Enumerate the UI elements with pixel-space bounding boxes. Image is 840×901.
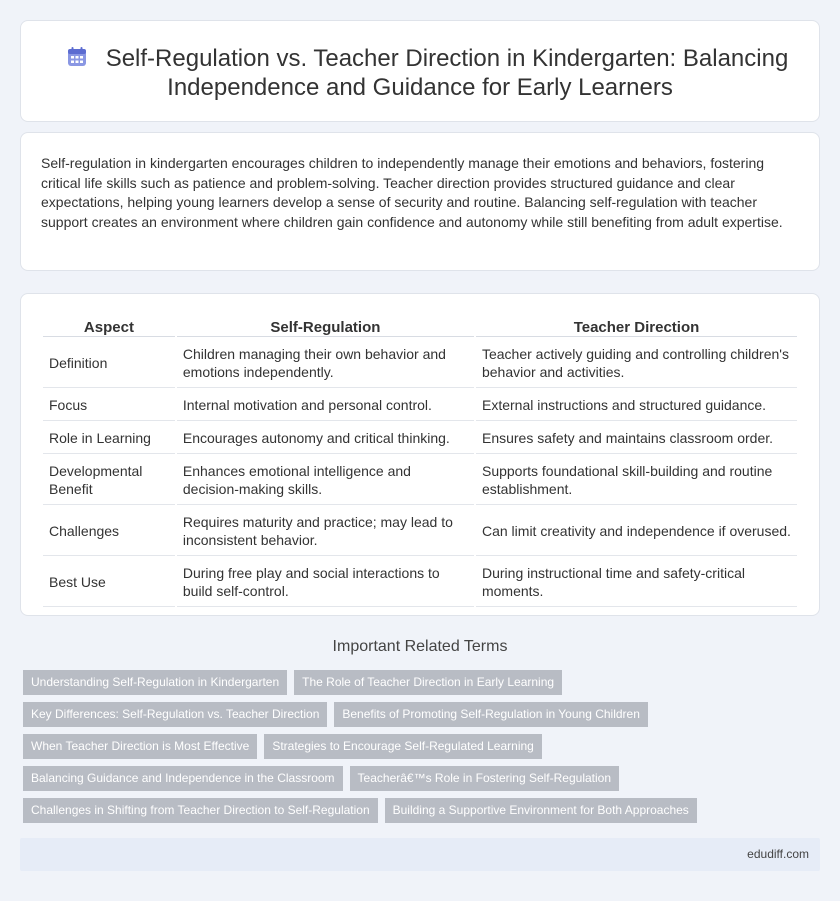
table-cell: During free play and social interactions to build self-control. xyxy=(177,556,474,607)
column-header: Teacher Direction xyxy=(476,316,797,337)
title-line-1: Self-Regulation vs. Teacher Direction in Kindergarten: Balancing xyxy=(105,45,789,72)
column-header: Aspect xyxy=(43,316,175,337)
table-cell: Ensures safety and maintains classroom order. xyxy=(476,421,797,454)
table-header-row xyxy=(43,316,797,337)
comparison-card xyxy=(20,293,820,616)
table-cell: Internal motivation and personal control. xyxy=(177,388,474,421)
table-cell: External instructions and structured guidance. xyxy=(476,388,797,421)
comparison-table xyxy=(41,316,799,607)
table-row xyxy=(43,421,797,454)
table-cell: Developmental Benefit xyxy=(43,454,175,505)
table-cell: Children managing their own behavior and emotions independently. xyxy=(177,337,474,388)
related-term-tag[interactable]: The Role of Teacher Direction in Early Learning xyxy=(294,670,562,695)
table-cell: Requires maturity and practice; may lead to inconsistent behavior. xyxy=(177,505,474,556)
table-row xyxy=(43,505,797,556)
intro-card xyxy=(20,132,820,271)
related-term-tag[interactable]: When Teacher Direction is Most Effective xyxy=(23,734,257,759)
table-cell: Teacher actively guiding and controlling children's behavior and activities. xyxy=(476,337,797,388)
related-terms-list xyxy=(23,670,823,830)
related-term-tag[interactable]: Challenges in Shifting from Teacher Direction to Self-Regulation xyxy=(23,798,378,823)
table-row xyxy=(43,454,797,505)
intro-text: Self-regulation in kindergarten encourages children to independently manage their emotions and behaviors, fostering critical life skills such as patience and problem-solving. Teacher direction provides structured guidance and clear expectations, helping young learners develop a sense of security and routine. Balancing self-regulation with teacher support creates an environment where children gain confidence and autonomy while still benefiting from adult expertise. xyxy=(41,155,783,230)
header-card xyxy=(20,20,820,122)
related-term-tag[interactable]: Teacherâ€™s Role in Fostering Self-Regulation xyxy=(350,766,619,791)
column-header: Self-Regulation xyxy=(177,316,474,337)
related-term-tag[interactable]: Balancing Guidance and Independence in the Classroom xyxy=(23,766,343,791)
table-cell: Role in Learning xyxy=(43,421,175,454)
table-cell: Enhances emotional intelligence and decision-making skills. xyxy=(177,454,474,505)
table-row xyxy=(43,556,797,607)
related-terms-title: Important Related Terms xyxy=(332,638,508,655)
related-term-tag[interactable]: Benefits of Promoting Self-Regulation in Young Children xyxy=(334,702,648,727)
table-cell: Best Use xyxy=(43,556,175,607)
related-term-tag[interactable]: Building a Supportive Environment for Both Approaches xyxy=(385,798,697,823)
related-term-tag[interactable]: Understanding Self-Regulation in Kindergarten xyxy=(23,670,287,695)
table-cell: Supports foundational skill-building and routine establishment. xyxy=(476,454,797,505)
footer-site-link[interactable]: edudiff.com xyxy=(747,847,809,861)
related-term-tag[interactable]: Strategies to Encourage Self-Regulated Learning xyxy=(264,734,542,759)
table-row xyxy=(43,337,797,388)
footer xyxy=(20,838,820,871)
table-cell: Definition xyxy=(43,337,175,388)
table-cell: Can limit creativity and independence if overused. xyxy=(476,505,797,556)
title-line-2: Independence and Guidance for Early Learners xyxy=(167,74,673,101)
table-cell: During instructional time and safety-critical moments. xyxy=(476,556,797,607)
table-cell: Challenges xyxy=(43,505,175,556)
table-cell: Encourages autonomy and critical thinking. xyxy=(177,421,474,454)
table-cell: Focus xyxy=(43,388,175,421)
table-row xyxy=(43,388,797,421)
page-title xyxy=(21,44,819,102)
related-term-tag[interactable]: Key Differences: Self-Regulation vs. Teacher Direction xyxy=(23,702,327,727)
calendar-icon xyxy=(66,46,88,68)
